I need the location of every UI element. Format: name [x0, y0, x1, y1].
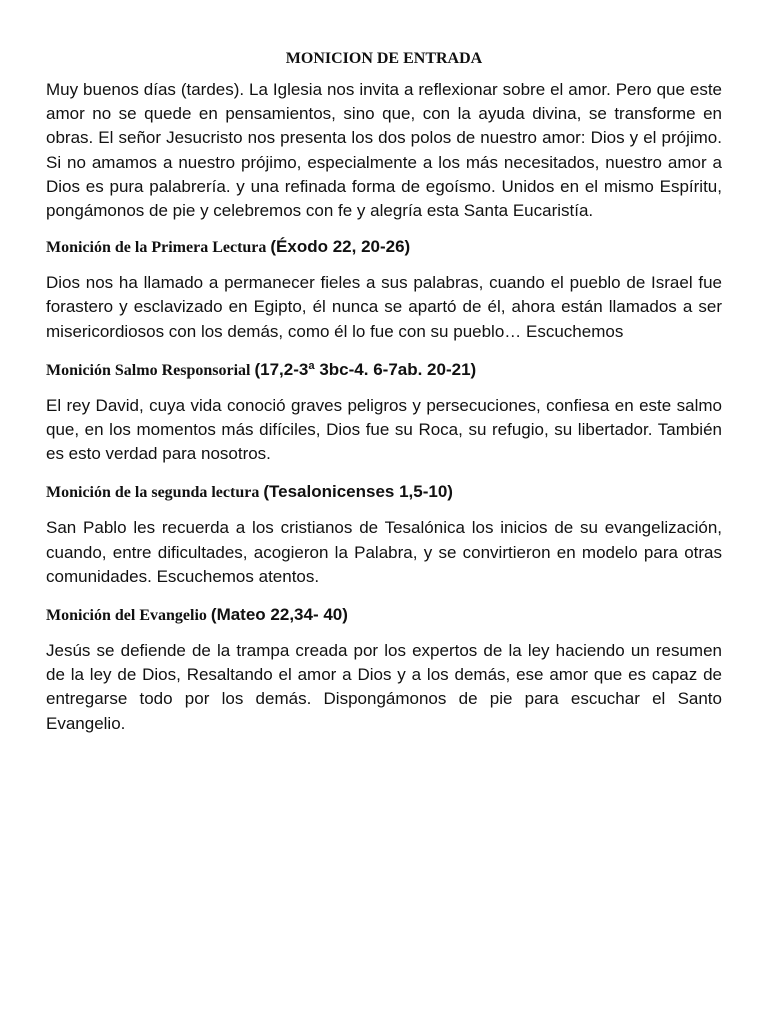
section-label: Monición Salmo Responsorial	[46, 361, 251, 379]
section-paragraph-primera-lectura: Dios nos ha llamado a permanecer fieles a sus palabras, cuando el pueblo de Israel fue forastero y esclavizado en Egipto, él nunca se apartó de él, ahora están llamados a ser misericordiosos con los demás, como él lo fue con su pueblo… Escuchemos	[46, 273, 722, 341]
document-title: MONICION DE ENTRADA	[285, 50, 483, 67]
section-heading-salmo	[46, 358, 722, 383]
section-heading-primera-lectura	[46, 235, 722, 260]
intro-paragraph: Muy buenos días (tardes). La Iglesia nos invita a reflexionar sobre el amor. Pero que este amor no se quede en pensamientos, sino que, con la ayuda divina, se transforme en obras. El señor Jesucristo nos presenta los dos polos de nuestro amor: Dios y el prójimo. Si no amamos a nuestro prójimo, especialmente a los más necesitados, nuestro amor a Dios es pura palabrería. y una refinada forma de egoísmo. Unidos en el mismo Espíritu, pongámonos de pie y celebremos con fe y alegría esta Santa Eucaristía.	[46, 80, 722, 221]
section-label: Monición de la Primera Lectura	[46, 239, 267, 257]
section-reference: (Tesalonicenses 1,5-10)	[263, 482, 453, 502]
section-reference: (17,2-3ª 3bc-4. 6-7ab. 20-21)	[254, 359, 477, 379]
document-page	[46, 46, 722, 736]
section-paragraph-salmo: El rey David, cuya vida conoció graves peligros y persecuciones, confiesa en este salmo que, en los momentos más difíciles, Dios fue su Roca, su refugio, su libertador. También es esto verdad para nosotros.	[46, 395, 722, 464]
section-paragraph-segunda-lectura: San Pablo les recuerda a los cristianos de Tesalónica los inicios de su evangelización, cuando, entre dificultades, acogieron la Palabra, y se convirtieron en modelo para otras comunidades. Escuchemos atentos.	[46, 518, 722, 586]
section-reference: (Mateo 22,34- 40)	[210, 605, 348, 625]
section-label: Monición de la segunda lectura	[46, 484, 260, 502]
section-paragraph-evangelio: Jesús se defiende de la trampa creada por los expertos de la ley haciendo un resumen de la ley de Dios, Resaltando el amor a Dios y a los demás, ese amor que es capaz de entregarse todo por los demás. Dispongámonos de pie para escuchar el Santo Evangelio.	[46, 641, 722, 733]
section-reference: (Éxodo 22, 20-26)	[270, 237, 411, 257]
section-heading-evangelio	[46, 603, 722, 628]
section-label: Monición del Evangelio	[46, 607, 207, 625]
section-heading-segunda-lectura	[46, 480, 722, 505]
